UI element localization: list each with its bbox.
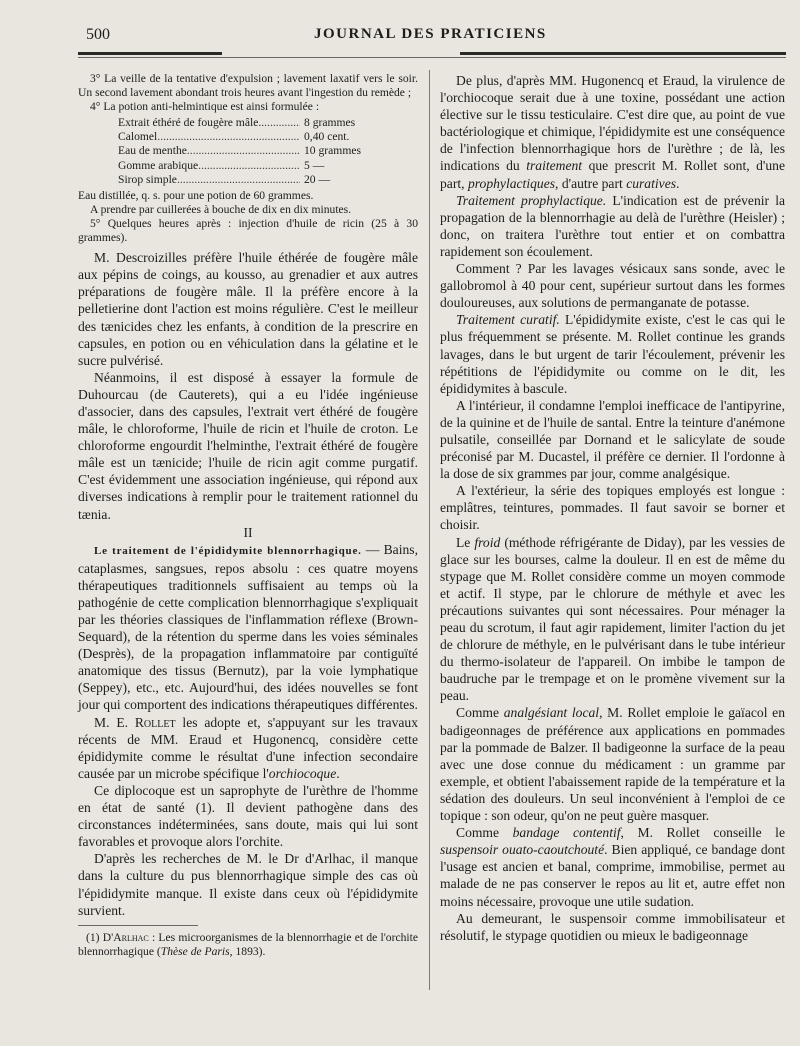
paragraph [440, 704, 785, 824]
leader-dots [177, 173, 300, 187]
text-run: : Les microorganismes de la blennorrhagie et de l'orchite blennorrhagique ( [78, 930, 419, 958]
recipe-quantity: 5 — [304, 158, 325, 172]
section-text: — Bains, cataplasmes, sangsues, repos absolu : ces quatre moyens thérapeutiques traditionnels suffisaient au temps où la pathogénie de cette complication blennorrhagique s'expliquait par les théories classiques de l'inflammation réflexe (Brown-Sequard), de la rétention du sperme dans les voies séminales (Desprès), de la propagation inflammatoire par contiguïté anatomique des tissus (Bernutz), par la voie lymphatique (Seppey), etc., etc. Aujourd'hui, des idées nouvelles se font jour qui comportent des indications thérapeutiques différentes. [78, 541, 418, 713]
paragraph [440, 534, 785, 705]
italic-run: curatives [626, 175, 677, 191]
recipe-quantity: 20 — [304, 172, 331, 186]
header-rule-right [460, 52, 786, 55]
italic-run: traitement [526, 158, 583, 174]
italic-run: suspensoir ouato-caoutchouté [440, 842, 605, 858]
italic-run: prophylactiques [467, 175, 556, 191]
text-run: . [676, 175, 680, 191]
text-run: L'indication est de prévenir la propagation de la blennorrhagie au delà de l'urèthre (Heisler) ; donc, on traitera l'urèthre tout entier et on combattra rapidement son écoulement. [440, 192, 786, 259]
text-run: M. E. [94, 714, 135, 730]
paragraph [440, 72, 785, 192]
header-rule-left [78, 52, 222, 55]
recipe-row [118, 173, 376, 187]
text-run: . [336, 765, 340, 781]
subheading-italic: Traitement prophylactique. [456, 192, 607, 208]
recipe-quantity: 8 grammes [304, 116, 356, 130]
text-run: Comme [456, 825, 513, 841]
term-italic: orchiocoque [268, 765, 337, 781]
paragraph: A l'extérieur, la série des topiques employés est longue : emplâtres, teintures, pommades. Il faut savoir se borner et choisir. [440, 483, 785, 533]
italic-run: froid [474, 534, 501, 550]
text-run: (1) D' [86, 930, 114, 944]
recipe-table [118, 116, 376, 186]
recipe-ingredient: Calomel [118, 130, 158, 144]
text-run: . Bien appliqué, ce bandage dont l'usage est ancien et banal, comprime, immobilise, permet au malade de ne pas conserver le repos au lit et, autre effet non moins nécessaire, provoque une utile sudation. [440, 842, 786, 909]
dosage-note: A prendre par cuillerées à bouche de dix en dix minutes. [90, 202, 352, 216]
leader-dots [264, 116, 300, 130]
text-run: Le [456, 534, 475, 550]
recipe-row [118, 130, 376, 144]
section-title: Le traitement de l'épididymite blennorrhagique. [94, 544, 362, 557]
text-run: que prescrit M. Rollet sont, d'une part, [440, 158, 785, 191]
text-run: De plus, d'après MM. Hugonencq et Eraud, la virulence de l'orchiocoque serait due à une toxine, possédant une action élective sur le tissu testiculaire. C'est dire que, au point de vue bactériologique et chimique, l'épididymite est une conséquence de l'infection blennorrhagique hors de l'urèthre ; de là, les indications du [440, 73, 785, 174]
paragraph [440, 311, 785, 396]
subheading-italic: Traitement curatif. [456, 312, 560, 328]
recipe-row [118, 144, 376, 158]
text-run: , d'autre part [555, 175, 627, 191]
column-separator [429, 70, 430, 990]
paragraph: M. Descroizilles préfère l'huile éthérée de fougère mâle aux pépins de coings, au kousso, au grenadier et aux autres préparations de fougère mâle. Il la préfère encore à la pelletierine dont l'action est moins régulière. C'est le meilleur des tænicides chez les enfants, à condition de la prescrire en capsules, en potion ou en véhiculation dans la gélatine et le sucre pulvérisé. [78, 250, 418, 368]
recipe-row [118, 116, 376, 130]
text-run: , 1893). [229, 944, 266, 958]
text-run: (méthode réfrigérante de Diday), par les vessies de glace sur les bourses, calme la douleur. Il en est de même du stypage que M. Rollet considère comme un moyen commode et actif. Il stype, par le chlorure de méthyle et avec les précautions suivantes qui sont nécessaires. Pour ménager la peau du scrotum, il faut agir rapidement, limiter l'action du jet de chlorure de méthyle, en le pulvérisant dans le tube intérieur du thermo-isolateur de l'appareil. On imbibe le tampon de baudruche par le trempage et on le promène vivement sur la peau. [440, 534, 785, 704]
paragraph [440, 824, 785, 909]
step-4: 4° La potion anti-helmintique est ainsi formulée : [90, 100, 320, 114]
paragraph [440, 192, 785, 260]
text-run: L'épididymite existe, c'est le cas qui le plus fréquemment se présente. M. Rollet continue les grands lavages, dans le but urgent de tarir l'écoulement, prévenir les répétitions de l'épididymite ou comme on le dit, les épididymites à bascule. [440, 312, 786, 396]
page-number: 500 [86, 26, 110, 43]
recipe-quantity: 0,40 cent. [304, 130, 350, 144]
left-column [78, 72, 418, 959]
paragraph: Comment ? Par les lavages vésicaux sans sonde, avec le gallobromol à 40 pour cent, supérieur surtout dans les formes douloureuses, aux solutions de permanganate de potasse. [440, 261, 785, 311]
footnote-rule [78, 925, 198, 926]
recipe-note: Eau distillée, q. s. pour une potion de 60 grammes. [78, 188, 314, 202]
left-body-text [78, 249, 418, 919]
recipe-ingredient: Extrait éthéré de fougère mâle.. [118, 116, 265, 130]
recipe-row [118, 159, 376, 173]
right-column [440, 72, 785, 944]
running-title: JOURNAL DES PRATICIENS [314, 26, 547, 42]
header-rule-thin [78, 57, 786, 58]
italic-run: bandage contentif [512, 825, 621, 841]
paragraph [78, 714, 418, 782]
author-name: Rollet [134, 714, 176, 730]
recipe-ingredient: Eau de menthe [118, 144, 187, 158]
footnote [78, 931, 418, 959]
step-5: 5° Quelques heures après : injection d'huile de ricin (25 à 30 grammes). [78, 216, 418, 245]
footnote-author: Arlhac [113, 930, 149, 944]
section-number: II [243, 524, 253, 540]
paragraph: Ce diplocoque est un saprophyte de l'urèthre de l'homme en état de santé (1). Il devient pathogène dans des circonstances indéterminées, sans doute, mais qui lui sont favorables et provoque alors l'orchite. [78, 782, 418, 850]
italic-run: analgésiant local [503, 705, 600, 721]
text-run: Comme [456, 705, 504, 721]
text-run: , M. Rollet emploie le gaïacol en badigeonnages de préférence aux applications en pommades par la pommade de Balzer. Il badigeonne la surface de la peau avec une dose connue du médicament : un gramme par exemple, et obtient l'abaissement rapide de la température et la sédation des douleurs. Un seul inconvénient à l'emploi de ce topique : son odeur, qu'on ne peut guère masquer. [440, 705, 785, 824]
page-header [0, 24, 800, 46]
recipe-ingredient: Gomme arabique [118, 158, 199, 172]
prescription-steps [78, 72, 418, 245]
text-run: , M. Rollet conseille le [620, 825, 785, 841]
recipe-ingredient: Sirop simple [118, 172, 177, 186]
text-run: les adopte et, s'appuyant sur les travaux récents de MM. Eraud et Hugonencq, considère cette épididymite comme le résultat d'une infection secondaire causée par un microbe spécifique l' [78, 714, 418, 781]
paragraph: Au demeurant, le suspensoir comme immobilisateur et résolutif, le stypage quotidien ou mieux le badigeonnage [440, 910, 785, 943]
section-paragraph [78, 541, 418, 714]
paragraph: A l'intérieur, il condamne l'emploi inefficace de l'antipyrine, de la quinine et de l'huile de santal. Entre la teinture d'anémone pulsatile, conseillée par Dornand et le salicylate de soude préconisé par M. Ducastel, il préfère ce dernier. Il l'ordonne à la dose de six grammes par jour, comme analgésique. [440, 397, 785, 482]
footnote-source: Thèse de Paris [160, 944, 230, 958]
leader-dots [157, 130, 300, 144]
paragraph: Néanmoins, il est disposé à essayer la formule de Duhourcau (de Cauterets), qui a eu l'idée ingénieuse d'associer, dans des capsules, l'extrait vert éthéré de fougère mâle, le chloroforme, l'huile de ricin et l'huile de croton. Le chloroforme engourdit l'helminthe, l'extrait éthéré de fougère mâle est un tænicide; l'huile de ricin agit comme purgatif. C'est évidemment une association ingénieuse, qui répond aux diverses indications à remplir pour le traitement rationnel du tænia. [78, 369, 418, 522]
step-3: 3° La veille de la tentative d'expulsion ; lavement laxatif vers le soir. Un second lavement abondant trois heures avant l'ingestion du remède ; [78, 72, 418, 100]
recipe-quantity: 10 grammes [304, 144, 361, 158]
paragraph: D'après les recherches de M. le Dr d'Arlhac, il manque dans la culture du pus blennorrhagique simple des cas où l'épididymite manque. Il existe dans ceux où l'épididymite survient. [78, 851, 418, 918]
leader-dots [187, 144, 300, 158]
leader-dots [198, 159, 300, 173]
